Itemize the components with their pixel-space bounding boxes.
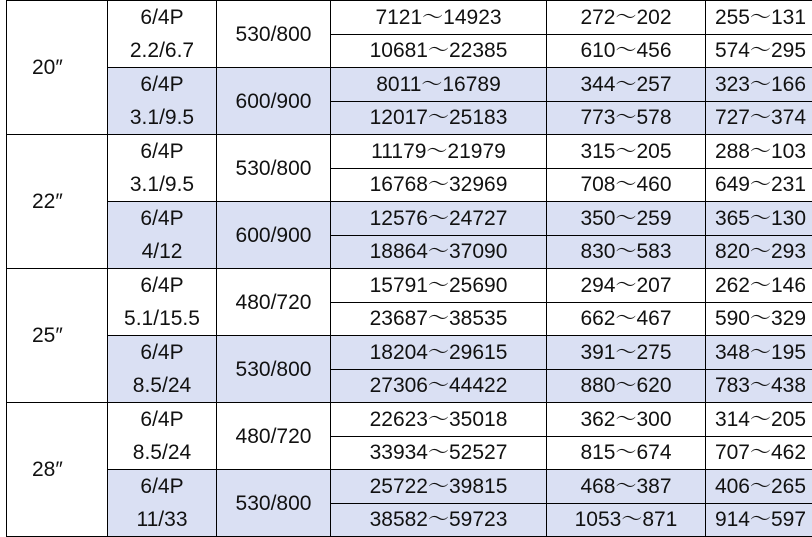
value-cell: 914～597 bbox=[706, 503, 812, 537]
speed-cell: 530/800 bbox=[217, 336, 331, 403]
airflow-cell: 12017～25183 bbox=[331, 101, 547, 135]
poles-value: 6/4P bbox=[108, 202, 216, 235]
pressure-cell: 662～467 bbox=[547, 302, 706, 336]
table-row bbox=[7, 68, 812, 102]
speed-cell: 530/800 bbox=[217, 470, 331, 537]
airflow-cell: 18864～37090 bbox=[331, 235, 547, 269]
pressure-cell: 294～207 bbox=[547, 269, 706, 303]
speed-cell: 480/720 bbox=[217, 269, 331, 336]
pressure-cell: 830～583 bbox=[547, 235, 706, 269]
power-value: 8.5/24 bbox=[108, 436, 216, 469]
value-cell: 649～231 bbox=[706, 168, 812, 202]
poles-value: 6/4P bbox=[108, 1, 216, 34]
value-cell: 255～131 bbox=[706, 1, 812, 35]
airflow-cell: 25722～39815 bbox=[331, 470, 547, 504]
value-cell: 288～103 bbox=[706, 135, 812, 169]
power-value: 3.1/9.5 bbox=[108, 168, 216, 201]
table-row bbox=[7, 336, 812, 370]
value-cell: 820～293 bbox=[706, 235, 812, 269]
power-value: 11/33 bbox=[108, 503, 216, 536]
pressure-cell: 315～205 bbox=[547, 135, 706, 169]
poles-value: 6/4P bbox=[108, 269, 216, 302]
speed-cell: 480/720 bbox=[217, 403, 331, 470]
poles-value: 6/4P bbox=[108, 135, 216, 168]
value-cell: 365～130 bbox=[706, 202, 812, 236]
airflow-cell: 33934～52527 bbox=[331, 436, 547, 470]
poles-power-cell bbox=[108, 1, 217, 68]
pressure-cell: 344～257 bbox=[547, 68, 706, 102]
value-cell: 783～438 bbox=[706, 369, 812, 403]
pressure-cell: 708～460 bbox=[547, 168, 706, 202]
poles-power-cell bbox=[108, 68, 217, 135]
pressure-cell: 815～674 bbox=[547, 436, 706, 470]
airflow-cell: 10681～22385 bbox=[331, 34, 547, 68]
value-cell: 590～329 bbox=[706, 302, 812, 336]
airflow-cell: 15791～25690 bbox=[331, 269, 547, 303]
airflow-cell: 18204～29615 bbox=[331, 336, 547, 370]
poles-power-cell bbox=[108, 470, 217, 537]
value-cell: 314～205 bbox=[706, 403, 812, 437]
airflow-cell: 16768～32969 bbox=[331, 168, 547, 202]
fan-spec-table bbox=[6, 0, 812, 537]
pressure-cell: 272～202 bbox=[547, 1, 706, 35]
speed-cell: 530/800 bbox=[217, 1, 331, 68]
table-row bbox=[7, 470, 812, 504]
value-cell: 406～265 bbox=[706, 470, 812, 504]
table-row bbox=[7, 135, 812, 169]
pressure-cell: 880～620 bbox=[547, 369, 706, 403]
power-value: 2.2/6.7 bbox=[108, 34, 216, 67]
speed-cell: 600/900 bbox=[217, 202, 331, 269]
airflow-cell: 22623～35018 bbox=[331, 403, 547, 437]
poles-power-cell bbox=[108, 269, 217, 336]
poles-value: 6/4P bbox=[108, 336, 216, 369]
size-cell: 28″ bbox=[7, 403, 108, 537]
pressure-cell: 391～275 bbox=[547, 336, 706, 370]
poles-power-cell bbox=[108, 403, 217, 470]
table-row bbox=[7, 202, 812, 236]
poles-value: 6/4P bbox=[108, 403, 216, 436]
airflow-cell: 11179～21979 bbox=[331, 135, 547, 169]
value-cell: 574～295 bbox=[706, 34, 812, 68]
table-row bbox=[7, 269, 812, 303]
poles-value: 6/4P bbox=[108, 68, 216, 101]
speed-cell: 530/800 bbox=[217, 135, 331, 202]
value-cell: 262～146 bbox=[706, 269, 812, 303]
size-cell: 22″ bbox=[7, 135, 108, 269]
speed-cell: 600/900 bbox=[217, 68, 331, 135]
pressure-cell: 1053～871 bbox=[547, 503, 706, 537]
size-cell: 20″ bbox=[7, 1, 108, 135]
airflow-cell: 27306～44422 bbox=[331, 369, 547, 403]
pressure-cell: 610～456 bbox=[547, 34, 706, 68]
airflow-cell: 7121～14923 bbox=[331, 1, 547, 35]
poles-power-cell bbox=[108, 135, 217, 202]
value-cell: 348～195 bbox=[706, 336, 812, 370]
pressure-cell: 350～259 bbox=[547, 202, 706, 236]
poles-power-cell bbox=[108, 336, 217, 403]
table-row bbox=[7, 403, 812, 437]
value-cell: 727～374 bbox=[706, 101, 812, 135]
airflow-cell: 23687～38535 bbox=[331, 302, 547, 336]
size-cell: 25″ bbox=[7, 269, 108, 403]
value-cell: 323～166 bbox=[706, 68, 812, 102]
power-value: 4/12 bbox=[108, 235, 216, 268]
pressure-cell: 362～300 bbox=[547, 403, 706, 437]
pressure-cell: 468～387 bbox=[547, 470, 706, 504]
airflow-cell: 8011～16789 bbox=[331, 68, 547, 102]
airflow-cell: 38582～59723 bbox=[331, 503, 547, 537]
value-cell: 707～462 bbox=[706, 436, 812, 470]
airflow-cell: 12576～24727 bbox=[331, 202, 547, 236]
poles-power-cell bbox=[108, 202, 217, 269]
power-value: 8.5/24 bbox=[108, 369, 216, 402]
pressure-cell: 773～578 bbox=[547, 101, 706, 135]
power-value: 5.1/15.5 bbox=[108, 302, 216, 335]
poles-value: 6/4P bbox=[108, 470, 216, 503]
table-row bbox=[7, 1, 812, 35]
power-value: 3.1/9.5 bbox=[108, 101, 216, 134]
